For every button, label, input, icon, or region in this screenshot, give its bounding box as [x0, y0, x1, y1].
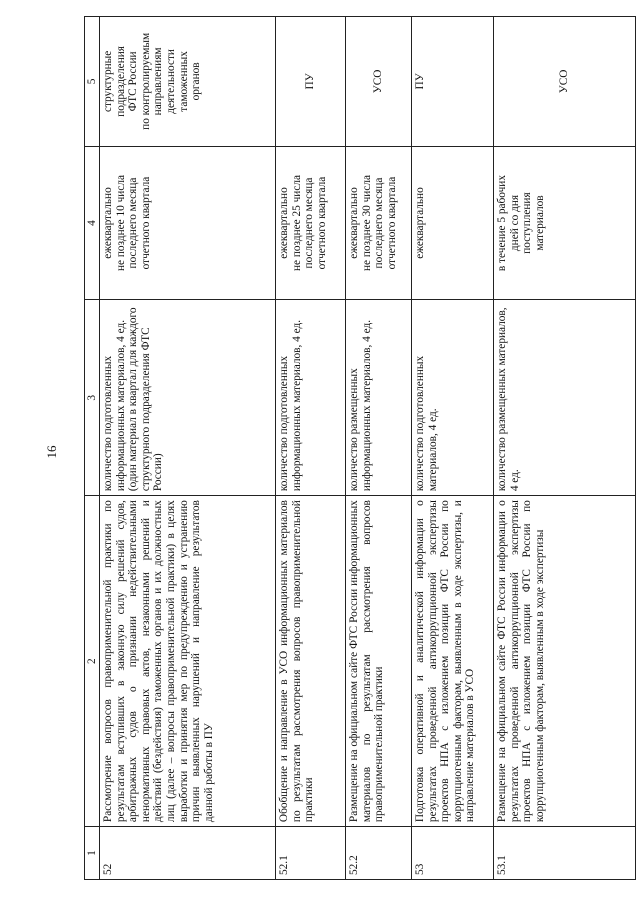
row-number: 52 — [100, 827, 276, 880]
page-number: 16 — [44, 445, 59, 459]
row-number: 53.1 — [494, 827, 636, 880]
table-row — [100, 17, 276, 880]
table-row — [276, 17, 346, 880]
term-cell: ежеквартально — [412, 146, 494, 300]
column-header: 5 — [85, 17, 100, 147]
column-header: 4 — [85, 146, 100, 300]
term-cell: ежеквартально не позднее 10 числа последнего месяца отчетного квартала — [100, 146, 276, 300]
indicator-cell: количество подготовленных информационных материалов, 4 ед. — [276, 300, 346, 496]
header-row — [85, 17, 100, 880]
table-row — [346, 17, 412, 880]
row-number: 52.2 — [346, 827, 412, 880]
column-header: 3 — [85, 300, 100, 496]
measure-description: Обобщение и направление в УСО информационных материалов по результатам рассмотрения вопросов правоприменительной практики — [276, 496, 346, 827]
indicator-cell: количество подготовленных информационных материалов, 4 ед. (один материал в квартал для каждого структурного подразделения ФТС России) — [100, 300, 276, 496]
table-row — [412, 17, 494, 880]
plan-table — [84, 16, 636, 880]
executor-cell: структурные подразделения ФТС России по контролируемым направлениям деятельности таможенных органов — [100, 17, 276, 147]
term-cell: ежеквартально не позднее 30 числа последнего месяца отчетного квартала — [346, 146, 412, 300]
measure-description: Рассмотрение вопросов правоприменительной практики по результатам вступивших в законную силу решений судов, арбитражных судов о признании недействительными ненормативных правовых актов, незаконными решений и действий (бездействия) таможенных органов и их должностных лиц (далее – вопросы правоприменительной практики) в целях выработки и принятия мер по предупреждению и устранению причин выявленных нарушений и направление результатов данной работы в ПУ — [100, 496, 276, 827]
indicator-cell: количество подготовленных материалов, 4 ед. — [412, 300, 494, 496]
table-row — [494, 17, 636, 880]
term-cell: ежеквартально не позднее 25 числа последнего месяца отчетного квартала — [276, 146, 346, 300]
term-cell: в течение 5 рабочих дней со дня поступления материалов — [494, 146, 636, 300]
row-number: 52.1 — [276, 827, 346, 880]
measure-description: Размещение на официальном сайте ФТС России информации о результатах проведенной антикоррупционной экспертизы проектов НПА с изложением позиции ФТС России по коррупциогенным факторам, выявленным в ходе экспертизы — [494, 496, 636, 827]
row-number: 53 — [412, 827, 494, 880]
indicator-cell: количество размещенных материалов, 4 ед. — [494, 300, 636, 496]
executor-cell: УСО — [494, 17, 636, 147]
indicator-cell: количество размещенных информационных материалов, 4 ед. — [346, 300, 412, 496]
executor-cell: УСО — [346, 17, 412, 147]
executor-cell: ПУ — [276, 17, 346, 147]
rotated-page-content — [84, 16, 636, 880]
measure-description: Размещение на официальном сайте ФТС России информационных материалов по результатам рассмотрения вопросов правоприменительной практики — [346, 496, 412, 827]
column-header: 1 — [85, 827, 100, 880]
column-header: 2 — [85, 496, 100, 827]
executor-cell: ПУ — [412, 17, 494, 147]
measure-description: Подготовка оперативной и аналитической информации о результатах проведенной антикоррупционной экспертизы проектов НПА с изложением позиции ФТС России по коррупциогенным факторам, выявленным в ходе экспертизы, и направление материалов в УСО — [412, 496, 494, 827]
